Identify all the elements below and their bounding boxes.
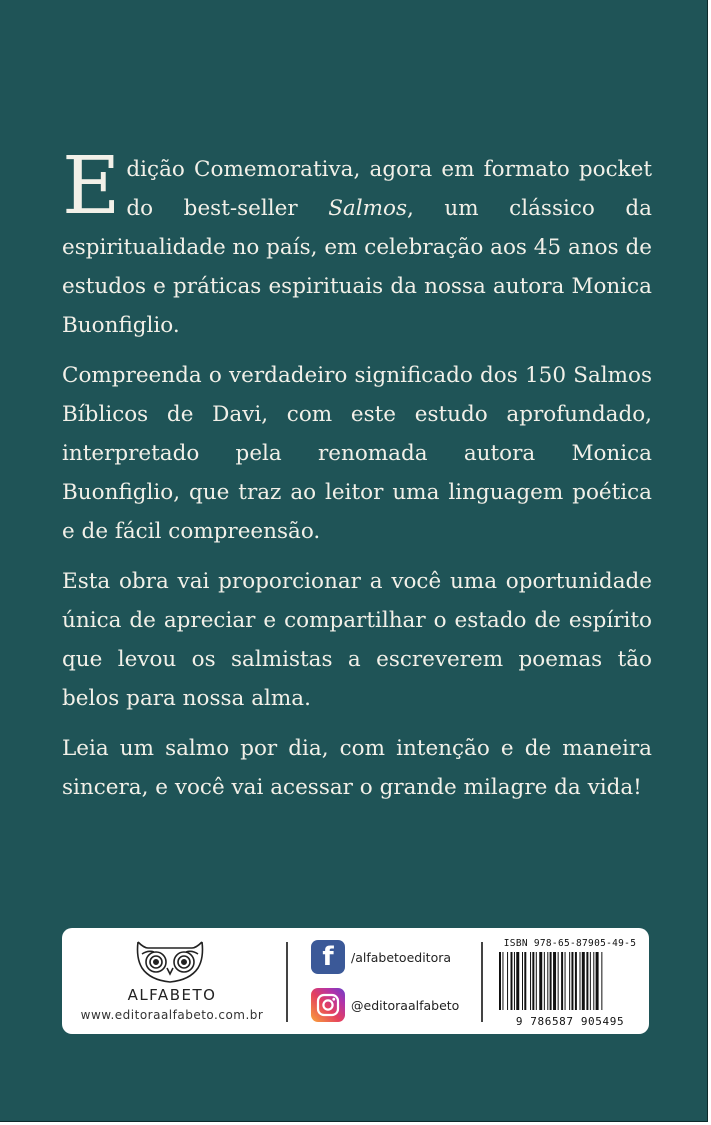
paragraph-2: Compreenda o verdadeiro significado dos 150 Salmos Bíblicos de Davi, com este estudo aprofundado, interpretado pela renomada autora Monica Buonfiglio, que traz ao leitor uma linguagem poética e de fácil compreensão. xyxy=(62,363,652,544)
publisher-footer-panel xyxy=(62,928,649,1034)
instagram-handle: @editoraalfabeto xyxy=(351,997,460,1013)
barcode-bar xyxy=(530,952,531,1010)
barcode-bar xyxy=(558,952,559,1010)
barcode-bar xyxy=(593,952,594,1010)
publisher-name: ALFABETO xyxy=(127,986,217,1004)
barcode-bar xyxy=(511,952,513,1010)
barcode-bar xyxy=(590,952,591,1010)
barcode-bar xyxy=(499,952,501,1010)
paragraph-1: Edição Comemorativa, agora em formato pocket do best-seller Salmos, um clássico da espiritualidade no país, em celebração aos 45 anos de estudos e práticas espirituais da nossa autora Monica Buonfiglio. xyxy=(62,139,652,338)
publisher-logo xyxy=(62,928,282,1034)
barcode-bar xyxy=(601,952,602,1010)
barcode-bar xyxy=(536,952,537,1010)
barcode-bar xyxy=(565,952,566,1010)
book-title-italic: Salmos xyxy=(328,196,407,221)
divider xyxy=(286,942,288,1022)
isbn-barcode-block xyxy=(497,938,643,1028)
barcode-bar xyxy=(561,952,563,1010)
facebook-icon: f xyxy=(311,940,345,974)
barcode-bar xyxy=(532,952,534,1010)
instagram-icon xyxy=(311,988,345,1022)
barcode-bar xyxy=(516,952,519,1010)
barcode-bar xyxy=(514,952,515,1010)
publisher-website-link[interactable]: www.editoraalfabeto.com.br xyxy=(80,1008,264,1022)
isbn-digits: 9 786587 905495 xyxy=(515,1015,625,1028)
divider xyxy=(481,942,483,1022)
barcode-bar xyxy=(569,952,570,1010)
synopsis-text xyxy=(62,139,652,818)
barcode-bar xyxy=(522,952,523,1010)
instagram-link[interactable] xyxy=(311,988,459,1022)
owl-logo-icon xyxy=(134,938,206,984)
paragraph-3: Esta obra vai proporcionar a você uma oportunidade única de apreciar e compartilhar o estado de espírito que levou os salmistas a escreverem poemas tão belos para nossa alma. xyxy=(62,569,652,711)
barcode-bar xyxy=(596,952,599,1010)
barcode xyxy=(497,952,643,1010)
barcode-bar xyxy=(539,952,542,1010)
barcode-bar xyxy=(507,952,508,1010)
barcode-bar xyxy=(524,952,526,1010)
barcode-bar xyxy=(582,952,585,1010)
barcode-bar xyxy=(586,952,588,1010)
isbn-label: ISBN 978-65-87905-49-5 xyxy=(503,938,637,949)
barcode-bar xyxy=(575,952,577,1010)
barcode-bar xyxy=(571,952,573,1010)
facebook-link[interactable] xyxy=(311,940,451,974)
barcode-bar xyxy=(553,952,556,1010)
paragraph-4: Leia um salmo por dia, com intenção e de maneira sincera, e você vai acessar o grande milagre da vida! xyxy=(62,736,652,800)
barcode-bar xyxy=(550,952,552,1010)
barcode-bar xyxy=(547,952,548,1010)
facebook-handle: /alfabetoeditora xyxy=(351,949,452,965)
barcode-bar xyxy=(544,952,545,1010)
barcode-bar xyxy=(580,952,581,1010)
barcode-bar xyxy=(502,952,503,1010)
drop-cap: E xyxy=(62,139,121,232)
